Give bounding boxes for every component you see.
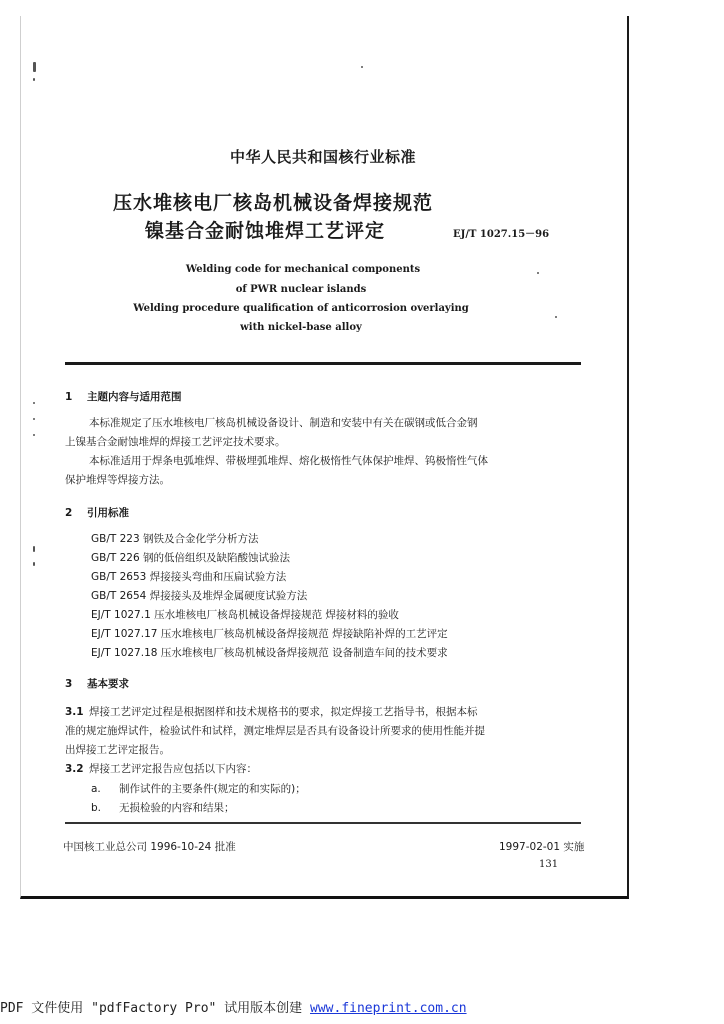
title-line-1: 压水堆核电厂核岛机械设备焊接规范 [113, 192, 434, 214]
list-item-label: a. [91, 783, 101, 795]
section-1-line-4: 保护堆焊等焊接方法。 [65, 474, 170, 486]
scan-speck [555, 316, 557, 318]
scan-speck [33, 562, 35, 566]
section-1-title: 主题内容与适用范围 [87, 391, 182, 403]
section-1-heading [65, 389, 182, 404]
clause-3-2-number: 3.2 [65, 763, 84, 775]
reference-item: GB/T 226 钢的低倍组织及缺陷酸蚀试验法 [91, 552, 291, 564]
clause-3-1-number: 3.1 [65, 706, 84, 718]
reference-item: GB/T 2654 焊接接头及堆焊金属硬度试验方法 [91, 590, 308, 602]
clause-3-1-line-3: 出焊接工艺评定报告。 [65, 744, 170, 756]
reference-item: GB/T 2653 焊接接头弯曲和压扁试验方法 [91, 571, 287, 583]
section-1-line-3: 本标准适用于焊条电弧堆焊、带极埋弧堆焊、熔化极惰性气体保护堆焊、钨极惰性气体 [89, 455, 488, 467]
section-2-heading [65, 505, 129, 520]
reference-item: EJ/T 1027.1 压水堆核电厂核岛机械设备焊接规范 焊接材料的验收 [91, 609, 399, 621]
scan-speck [361, 66, 363, 68]
list-item [91, 800, 235, 815]
clause-3-2-line [65, 761, 257, 776]
issuing-authority: 中华人民共和国核行业标准 [229, 148, 416, 166]
clause-3-2-text: 焊接工艺评定报告应包括以下内容： [89, 763, 257, 775]
watermark-text: PDF 文件使用 "pdfFactory Pro" 试用版本创建 [0, 1001, 311, 1016]
standard-code: EJ/T 1027.15－96 [453, 229, 550, 240]
clause-3-1-line-1 [65, 704, 478, 719]
scan-speck [33, 546, 35, 552]
section-2-number: 2 [65, 507, 73, 519]
list-item [91, 781, 306, 796]
reference-item: EJ/T 1027.18 压水堆核电厂核岛机械设备焊接规范 设备制造车间的技术要求 [91, 647, 448, 659]
scan-speck [33, 62, 36, 72]
english-title-line-2: of PWR nuclear islands [235, 284, 367, 295]
page-number: 131 [539, 859, 559, 870]
approval-line: 中国核工业总公司 1996-10-24 批准 [63, 841, 236, 853]
clause-3-1-line-2: 准的规定施焊试件，检验试件和试样，测定堆焊层是否具有设备设计所要求的使用性能并提 [65, 725, 485, 737]
list-item-text: 无损检验的内容和结果； [119, 802, 235, 814]
footer-rule [65, 822, 581, 824]
scan-speck [33, 418, 35, 420]
page-frame [20, 16, 629, 899]
list-item-text: 制作试件的主要条件(规定的和实际的)； [119, 783, 306, 795]
section-3-number: 3 [65, 678, 73, 690]
section-1-line-1: 本标准规定了压水堆核电厂核岛机械设备设计、制造和安装中有关在碳钢或低合金钢 [89, 417, 478, 429]
implementation-date: 1997-02-01 实施 [499, 841, 585, 853]
list-item-label: b. [91, 802, 102, 814]
section-3-heading [65, 676, 129, 691]
english-title-line-1: Welding code for mechanical components [185, 264, 421, 275]
section-1-line-2: 上镍基合金耐蚀堆焊的焊接工艺评定技术要求。 [65, 436, 286, 448]
english-title-line-3: Welding procedure qualification of anticorrosion overlaying [133, 303, 469, 314]
reference-item: GB/T 223 钢铁及合金化学分析方法 [91, 533, 259, 545]
pdf-watermark [0, 997, 467, 1016]
english-title-line-4: with nickel-base alloy [240, 322, 362, 333]
section-3-title: 基本要求 [87, 678, 129, 690]
watermark-link[interactable]: www.fineprint.com.cn [310, 1001, 467, 1016]
scan-speck [537, 272, 539, 274]
header-rule [65, 362, 581, 365]
scan-speck [33, 78, 35, 81]
section-2-title: 引用标准 [87, 507, 129, 519]
section-1-number: 1 [65, 391, 73, 403]
clause-3-1-text: 焊接工艺评定过程是根据图样和技术规格书的要求，拟定焊接工艺指导书，根据本标 [89, 706, 478, 718]
scan-speck [33, 434, 35, 436]
title-line-2: 镍基合金耐蚀堆焊工艺评定 [145, 220, 386, 242]
scan-speck [33, 402, 35, 404]
reference-item: EJ/T 1027.17 压水堆核电厂核岛机械设备焊接规范 焊接缺陷补焊的工艺评定 [91, 628, 448, 640]
